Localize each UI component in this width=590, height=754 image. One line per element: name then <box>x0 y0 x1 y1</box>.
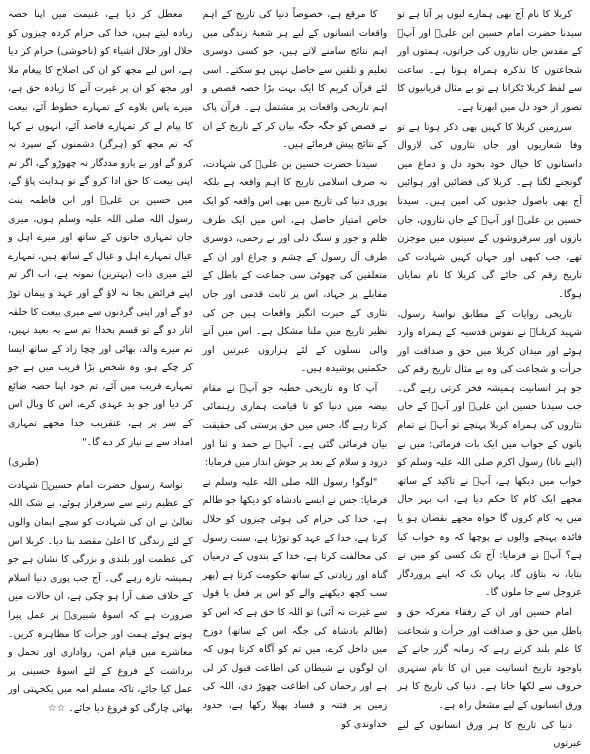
column-left <box>8 6 193 735</box>
closing-paragraph: نواسۂ رسول حضرت امام حسینؓ شہادت کے عظیم رتبے سے سرفراز ہوئے، بے شک اللہ تعالیٰ نے ان کی شہادت کو سچے ایمان والوں کے لئے زندگی کا اعلیٰ مقصد بنا دیا۔ کربلا اس کی عظمت اور بلندی و بزرگی کا نشان ہے جو ہمیشہ تازہ رہے گی۔ آج جب پوری دنیا اسلام کے خلاف صف آرا ہو چکی ہے، ان حالات میں ضرورت ہے کہ اسوۂ شبیریؓ پر عمل پیرا ہوتے ہوئے ہمت اور جرأت کا مظاہرہ کریں۔ معاشرے میں قیام امن، رواداری اور تحمل و برداشت کے فروغ کے لئے اسوۂ حسینی پر عمل کیا جائے، تاکہ مسلم امہ میں یکجہتی اور بھائی چارگی کو فروغ دیا جائے۔ ☆☆ <box>7 479 193 714</box>
paragraph: تاریخی روایات کے مطابق نواسۂ رسول، شہید کربلاؓ نے نفوس قدسیہ کے ہمراہ وارد ہوئے اور میدان کربلا میں حق و صداقت اور جرأت و شجاعت کی وہ بے مثال تاریخ رقم کی جو ہر انسانیت ہمیشہ فخر کرتی رہے گی۔ جب سیدنا حسین ابن علیؓ اور آپؓ کے جاں نثاروں کی ہمراہ کربلا پہنچے تو آپؓ نے تمام باتوں کے جواب میں ایک بات فرمائی: میں نے (اپنے نانا) رسول اکرم صلی اللہ علیہ وسلم کو خواب میں دیکھا ہے، آپؓ نے تاکید کے ساتھ مجھے ایک کام کا حکم دیا ہے، اب بہر حال میں یہ کام کروں گا خواہ مجھے نقصان ہو یا فائدہ پہنچے والوں نے پوچھا کہ وہ خواب کیا ہے؟ آپؓ نے فرمایا: آج تک کسی کو میں نے بتایا، نہ بتاؤں گا، یہاں تک کہ اپنے پروردگار عزوجل سے جا ملوں گا۔ <box>397 308 582 599</box>
column-middle <box>203 6 388 735</box>
paragraph: کربلا کا نام آج بھی ہمارے لبوں پر آتا ہے تو سیدنا حضرت امام حسین ابن علیؓ اور آپؓ کے مقدس جاں نثاروں کی جراتوں، ہمتوں اور شجاعتوں کا تذکرہ ہمراہ ہوتا ہے۔ ساعت سے لفظ کربلا ٹکراتا ہے تو بے مثال قربانیوں کا تصور از خود دل میں ابھرتا ہے۔ <box>397 9 582 113</box>
paragraph: کا مرقع ہے، خصوصاً دنیا کی تاریخ کے اہم واقعات انسانوں کے لیے ہر شعبۂ زندگی میں اہم نتائج سامنے لاتے ہیں، جو کسی دوسری تعلیم و تلقین سے حاصل نہیں ہو سکتے۔ اسی لئے قرآن کریم کا ایک بہت بڑا حصہ قصص و اہم تاریخی واقعات پر مشتمل ہے۔ قرآن پاک نے قصص کو جگہ جگہ بیان کر کے تاریخ کے ان کے نتائج پیش فرمائے ہیں۔ <box>202 9 388 151</box>
quoted-sermon: "لوگو! رسول اللہ صلی اللہ علیہ وسلم نے فرمایا: جس نے ایسے بادشاہ کو دیکھا جو ظالم ہے، خدا کی حرام کی ہوئی چیزوں کو حلال کرتا ہے، خدا کے عہد کو توڑتا ہے، سنت رسول کی مخالفت کرتا ہے، خدا کے بندوں کے درمیان گناہ اور زیادتی کے ساتھ حکومت کرتا ہے (پھر سب کچھ دیکھنے والے کو اس پر فعل یا قول سے غیرت نہ آئی) تو اللہ کا حق ہے کہ اس کو (ظالم بادشاہ کی جگہ اس کے ساتھ) دوزخ میں داخل کرے، میں تم کو آگاہ کرتا ہوں کہ ان لوگوں نے شیطان کی اطاعت قبول کر لی ہے اور رحمان کی اطاعت چھوڑ دی، اللہ کی زمین پر فتنہ و فساد پھیلا رکھا ہے، حدود خداوندی کو <box>202 476 388 730</box>
paragraph: سیدنا حضرت حسین بن علیؓ کی شہادت، نہ صرف اسلامی تاریخ کا اہم واقعہ ہے بلکہ پوری دنیا کی تاریخ میں بھی اس واقعہ کو ایک خاص امتیاز حاصل ہے، اس میں ایک طرف ظلم و جور و سنگ دلی اور بے رحمی، دوسری طرف آل رسول کے چشم و چراغ اور ان کے متعلقین کی چھوٹی سی جماعت کے باطل کے مقابلے پر جہاد، اس پر ثابت قدمی اور جاں نثاری کے حیرت انگیز واقعات ہیں جن کی نظیر تاریخ میں ملنا مشکل ہے۔ اس میں آنے والی نسلوں کے لئے ہزاروں عبرتیں اور حکمتیں پوشیدہ ہیں۔ <box>202 158 388 375</box>
paragraph: معطل کر دیا ہے، غنیمت میں اپنا حصہ زیادہ لیتے ہیں، خدا کی حرام کردہ چیزوں کو حلال اور حلال اشیاء کو (ناخوشی) حرام کر دیا ہے، اس لیے مجھ کو ان کی اصلاح کا پیغام ملا اور مجھ کو ان پر غیرت آنے کا زیادہ حق ہے، میرے پاس بلاوے کے تمہارے خطوط آئے، بیعت کا پیام لے کر تمہارے قاصد آئے، انہوں نے کہا کہ تم مجھ کو (ہرگز) دشمنوں کے سپرد نہ کرو گے اور بے یارو مددگار نہ چھوڑو گے، اگر تم اپنی بیعت کا حق ادا کرو گے تو ہدایت پاؤ گے، میں حسین بن علیؓ اور ابن فاطمہ بنت رسول اللہ صلی اللہ علیہ وسلم ہوں، میری جان تمہاری جانوں کے ساتھ اور میرے اہل و عیال تمہارے اہل و عیال کے ساتھ ہیں، تمہارے لئے میری ذات (بہترین) نمونہ ہے، اب اگر تم اپنے فرائض بجا نہ لاؤ گے اور عہد و پیمان توڑ دو گے اور اپنی گردنوں سے میری بیعت کا حلقہ اتار دو گے تو قسم بخدا! تم سے یہ بعید نہیں، تم میرے والد، بھائی اور چچا زاد کے ساتھ ایسا کر چکے ہو، وہ شخص بڑا فریب میں ہے جو تمہارے فریب میں آئے، تم خود اپنا حصہ ضائع کر دیا اور جو بد عہدی کرے، اس کا وبال اس کے سر پر ہے، عنقریب خدا مجھے تمہاری امداد سے بے نیاز کر دے گا۔" <box>7 9 193 448</box>
paragraph: دنیا کی تاریخ کا ہر ورق انسانوں کے لیے عبرتوں <box>397 719 582 750</box>
source-reference: (طبری) <box>7 457 39 469</box>
paragraph: آپ کا وہ تاریخی خطبہ جو آپؓ نے مقام بیضہ میں دنیا کو تا قیامت ہماری رہنمائی کرتا رہے گا، جس میں حق پرستی کی حقیقت بیان فرمائی گئی ہے۔ آپؓ نے حمد و ثنا اور درود و سلام کے بعد پر جوش انداز میں فرمایا: <box>202 382 388 469</box>
paragraph: سرزمین کربلا کا کہیں بھی ذکر ہوتا ہے تو وفا شعاریوں اور جاں نثاروں کی لازوال داستانوں کا خیال خود بخود دل و دماغ میں گونجنے لگتا ہے۔ کربلا کی فضائیں اور ہوائیں آج بھی باصول جذبوں کی امین ہیں۔ سیدنا حسین بن علیؓ اور آپؓ کے جاں نثاروں، جاں بازوں اور سرفروشوں کے سینوں میں موجزن تھے، جب کبھی اور جہاں کہیں شہادت کی تاریخ رقم کی جائے گی کربلا کا نام نمایاں ہوگا۔ <box>397 121 582 300</box>
paragraph: امام حسین اور ان کے رفقاء معرکہ حق و باطل میں حق و صداقت اور جرأت و شجاعت کا علم بلند کرتے رہے کہ زمانہ گزر جانے کے باوجود تاریخ انسانیت میں ان کا نام سنہری حروف سے لکھا جاتا ہے۔ دنیا کی تاریخ کا ہر ورق انسانوں کے لیے مشعل راہ ہے۔ <box>397 607 582 711</box>
column-right <box>397 6 582 750</box>
